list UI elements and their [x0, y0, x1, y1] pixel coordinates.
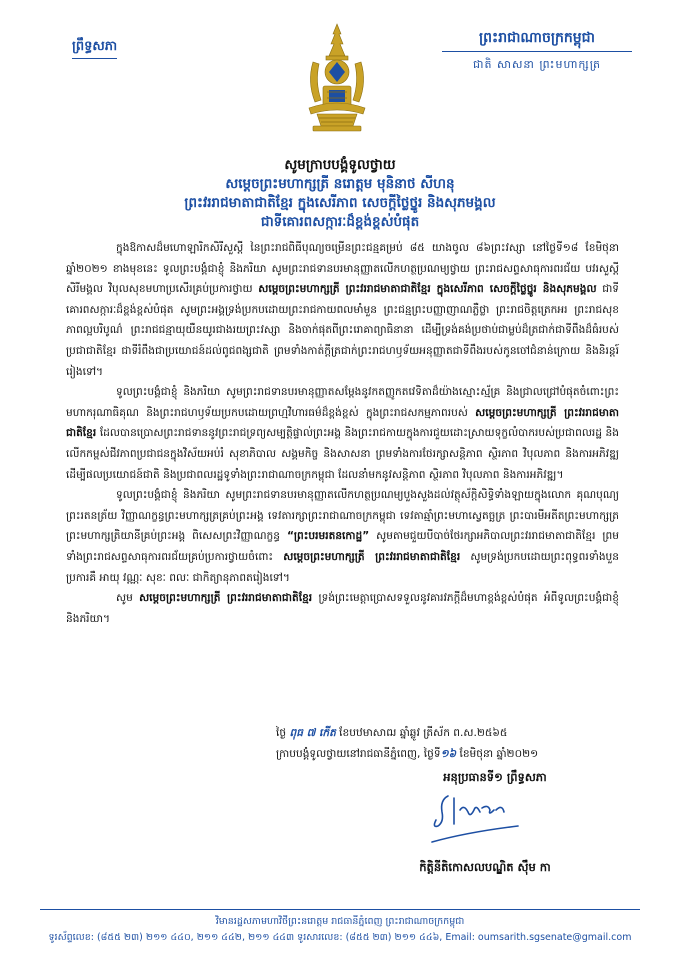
- royal-arms-emblem-icon: [299, 22, 375, 134]
- paragraph-3-bold-2: សម្ដេចព្រះមហាក្សត្រី ព្រះវររាជមាតាជាតិខ្មែរ: [283, 550, 461, 563]
- place-prefix: ក្រាបបង្គំទូលថ្វាយនៅរាជធានីភ្នំពេញ, ថ្ងៃទី: [276, 748, 441, 760]
- handwritten-day-number: ១៦: [440, 748, 457, 760]
- letter-footer: [30, 914, 650, 946]
- signer-title: អនុប្រធានទី១ ព្រឹទ្ធសភា: [443, 770, 547, 784]
- kingdom-name: ព្រះរាជាណាចក្រកម្ពុជា: [442, 28, 632, 52]
- paragraph-3-text-a: ទូលព្រះបង្គំជាខ្ញុំ និងភរិយា សូមព្រះរាជទានបរមានុញ្ញាតលើកហត្ថប្រណម្យបួងសួងដល់វត្ថុស័ក្ដិសិទ្ធិទាំងឡាយក្នុងលោក គុណបុណ្យព្រះរតនត្រ័យ វិញ្ញាណក្ខន្ធព្រះមហាក្សត្រគ្រប់ព្រះអង្គ ទេវតារក្សាព្រះរាជាណាចក្រកម្ពុជា ទេវតាឆ្មាំព្រះមហាស្វេតច្ឆត្រ ព្រះបារមីអតីតព្រះមហាក្សត្រ ព្រះមហាក្សត្រិយានីគ្រប់ព្រះអង្គ ពិសេសព្រះវិញ្ញាណក្ខន្ធ: [66, 489, 619, 543]
- handwritten-day: ពុធ ៧ កើត: [289, 727, 336, 739]
- place-suffix: ខែមិថុនា ឆ្នាំ២០២១: [459, 748, 539, 760]
- senate-label: ព្រឹទ្ធសភា: [72, 38, 117, 59]
- footer-address: វិមានរដ្ឋសភាមហាវិថីព្រះនរោត្តម រាជធានីភ្នំពេញ ព្រះរាជាណាចក្រកម្ពុជា: [215, 916, 465, 927]
- handwritten-signature-icon: [418, 790, 538, 850]
- day-prefix: ថ្ងៃ: [276, 727, 287, 739]
- paragraph-1-bold: សម្ដេចព្រះមហាក្សត្រី ព្រះវររាជមាតាជាតិខ្មែរ ក្នុងសេរីភាព សេចក្ដីថ្លៃថ្នូរ និងសុភមង្គល: [258, 283, 597, 296]
- paragraph-1: [66, 238, 619, 382]
- kingdom-header: [442, 28, 632, 74]
- paragraph-3-text-b: សូមតាមជួយបីបាច់ថែរក្សាអភិបាលព្រះវររាជមាតាជាតិខ្មែរ ព្រមទាំងព្រះរាជសព្ទសាធុការពរជ័យគ្រប់ប្រការថ្វាយចំពោះ: [66, 530, 620, 563]
- title-line-2: សម្ដេចព្រះមហាក្សត្រី នរោត្តម មុនិនាថ សីហនុ: [225, 176, 455, 192]
- paragraph-2-bold: សម្ដេចព្រះមហាក្សត្រី ព្រះវររាជមាតាជាតិខ្មែរ: [66, 406, 619, 440]
- paragraph-4: [66, 588, 619, 629]
- date-block: [276, 723, 616, 765]
- title-line-1: សូមក្រាបបង្គំទូលថ្វាយ: [284, 157, 396, 173]
- paragraph-4-bold: សម្ដេចព្រះមហាក្សត្រី ព្រះវររាជមាតាជាតិខ្មែរ: [139, 592, 313, 605]
- paragraph-2-text-a: ទូលព្រះបង្គំជាខ្ញុំ និងភរិយា សូមព្រះរាជទានបរមានុញ្ញាតសម្ដែងនូវកតញ្ញូកតវេទិតាដ៏យ៉ាងស្មោះស្ម័គ្រ និងជ្រាលជ្រៅបំផុតចំពោះព្រះមហាករុណាធិគុណ និងព្រះរាជហឫទ័យប្រកបដោយព្រហ្មវិហារធម៌ដ៏ខ្ពង់ខ្ពស់ ក្នុងព្រះរាជសកម្មភាពរបស់: [66, 386, 619, 419]
- paragraph-2-text-b: ដែលបានប្រោសព្រះរាជទាននូវព្រះរាជទ្រព្យសម្បត្តិផ្ទាល់ព្រះអង្គ និងព្រះរាជកាយក្នុងការជួយដោះស្រាយទុក្ខលំបាករបស់ប្រជាពលរដ្ឋ និងលើកកម្ពស់ជីវភាពប្រជាជនក្នុងវិស័យអប់រំ សុខាភិបាល សង្គមកិច្ច និងសាសនា ព្រមទាំងការថែរក្សាសន្តិភាព ស្ថិរភាព វិបុលភាព និងការអភិវឌ្ឍ ដើម្បីផលប្រយោជន៍ជាតិ និងប្រជាពលរដ្ឋទូទាំងព្រះរាជាណាចក្រកម្ពុជា ដែលនាំមកនូវសន្តិភាព ស្ថិរភាព វិបុលភាព និងការអភិវឌ្ឍ។: [66, 427, 619, 481]
- place-date-line: [276, 744, 616, 765]
- title-line-4: ជាទីគោរពសក្ការៈដ៏ខ្ពង់ខ្ពស់បំផុត: [260, 214, 420, 230]
- title-line-3: ព្រះវររាជមាតាជាតិខ្មែរ ក្នុងសេរីភាព សេចក្ដីថ្លៃថ្នូរ និងសុភមង្គល: [184, 195, 496, 211]
- paragraph-1-text-a: ក្នុងឱកាសដ៏មហោឡារិកសិរីសួស្ដី នៃព្រះរាជពិធីបុណ្យចម្រើនព្រះជន្មគម្រប់ ៨៥ យាងចូល ៨៦ព្រះវស្សា នៅថ្ងៃទី១៨ ខែមិថុនា ឆ្នាំ២០២១ ខាងមុខនេះ ទូលព្រះបង្គំជាខ្ញុំ និងភរិយា សូមព្រះរាជទានបរមានុញ្ញាតលើកហត្ថប្រណម្យថ្វាយ ព្រះរាជសព្ទសាធុការពរជ័យ បវរសួស្ដី សិរីមង្គល វិបុលសុខមហាប្រសើរគ្រប់ប្រការថ្វាយ: [66, 242, 619, 296]
- letter-body: [66, 238, 619, 629]
- paragraph-4-text-b: ទ្រង់ព្រះមេត្តាប្រោសទទួលនូវគារវភក្ដីដ៏មហាខ្ពង់ខ្ពស់បំផុត អំពីទូលព្រះបង្គំជាខ្ញុំ និងភរិយា។: [66, 592, 619, 625]
- lunar-date-line: [276, 723, 616, 744]
- letter-title: [70, 156, 610, 232]
- paragraph-4-text-a: សូម: [116, 592, 133, 605]
- footer-divider: [40, 909, 640, 910]
- paragraph-2: [66, 382, 619, 485]
- kingdom-motto: ជាតិ សាសនា ព្រះមហាក្សត្រ: [473, 58, 601, 71]
- footer-contact: ទូរស័ព្ទលេខ: (៨៥៥ ២៣) ២១១ ៤៤០, ២១១ ៤៤២, ២១១ ៤៤៣ ទូរសារលេខ: (៨៥៥ ២៣) ២១១ ៤៤៦, Email: oumsarith.sgsenate@gmail.com: [48, 932, 632, 943]
- lunar-date: ខែបឋមាសាឍ ឆ្នាំឆ្លូវ ត្រីស័ក ព.ស.២៥៦៥: [339, 727, 508, 739]
- paragraph-3-bold-1: “ព្រះបរមរតនកោដ្ឋ”: [286, 530, 370, 543]
- signer-name: កិត្តិនីតិកោសលបណ្ឌិត ស៊ឹម កា: [419, 860, 551, 874]
- paragraph-3-text-c: សូមទ្រង់ប្រកបដោយព្រះពុទ្ធពរទាំងបួនប្រការគឺ អាយុ វណ្ណៈ សុខៈ ពលៈ ជាកិត្យានុភាពតរៀងទៅ។: [66, 550, 619, 584]
- paragraph-3: [66, 485, 619, 588]
- paragraph-1-text-b: ជាទីគោរពសក្ការៈដ៏ខ្ពង់ខ្ពស់បំផុត សូមព្រះអង្គទ្រង់ប្រកបដោយព្រះរាជកាយពលមាំមួន ព្រះជន្មព្រះបញ្ញាញាណភ្លឺថ្លា ព្រះរាជចិត្តត្រេកអរ ព្រះរាជសុខភាពល្អបរិបូណ៌ ព្រះរាជជន្មាយុយឺនយូរជាងរយព្រះវស្សា និងចាក់ផុតពីព្រះរោគាព្យាធិនានា ដើម្បីទ្រង់គង់ប្រថាប់ជាម្លប់ដ៏ត្រជាក់ជាទីពឹងដ៏ធំរបស់ប្រជាជាតិខ្មែរ ជាទីរំពឹងជាប្រយោជន៍ដល់ពូជពង្សជាតិ ព្រមទាំងកាត់ក្ដីត្រជាក់ព្រះរាជហឫទ័យអនុញ្ញាតជាទីពឹងរបស់កូនចៅជំនាន់ក្រោយ និងនិរន្តរ៍រៀងទៅ។: [66, 283, 620, 378]
